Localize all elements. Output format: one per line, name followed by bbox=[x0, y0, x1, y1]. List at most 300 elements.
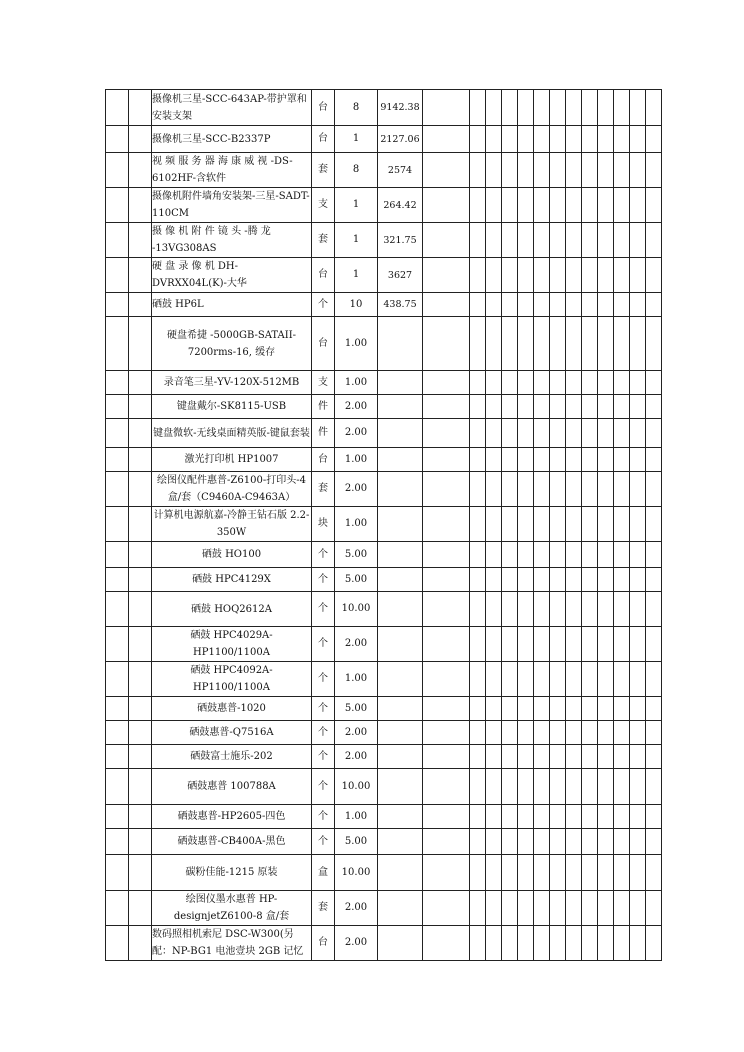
empty-cell bbox=[598, 317, 614, 371]
quantity-cell: 10 bbox=[335, 293, 378, 317]
item-name-cell: 硒鼓惠普-Q7516A bbox=[152, 721, 312, 745]
item-name-cell: 数码照相机索尼 DSC-W300(另配：NP-BG1 电池壹块 2GB 记忆 bbox=[152, 926, 312, 961]
amount-cell bbox=[423, 317, 470, 371]
empty-cell bbox=[566, 126, 582, 153]
empty-cell bbox=[550, 153, 566, 188]
code-cell bbox=[129, 627, 152, 662]
index-cell bbox=[106, 395, 129, 419]
unit-cell: 套 bbox=[312, 223, 335, 258]
index-cell bbox=[106, 891, 129, 926]
empty-cell bbox=[646, 419, 662, 448]
empty-cell bbox=[646, 891, 662, 926]
quantity-cell: 2.00 bbox=[335, 926, 378, 961]
item-name-cell: 绘图仪配件惠普-Z6100-打印头-4 盒/套（C9460A-C9463A） bbox=[152, 472, 312, 507]
empty-cell bbox=[614, 472, 630, 507]
empty-cell bbox=[630, 507, 646, 542]
empty-cell bbox=[614, 90, 630, 126]
item-name-cell: 硒鼓惠普 100788A bbox=[152, 769, 312, 805]
empty-cell bbox=[486, 188, 502, 223]
empty-cell bbox=[630, 721, 646, 745]
empty-cell bbox=[470, 395, 486, 419]
code-cell bbox=[129, 662, 152, 697]
table-row bbox=[106, 805, 662, 829]
empty-cell bbox=[550, 419, 566, 448]
empty-cell bbox=[534, 745, 550, 769]
item-name-cell: 摄 像 机 附 件 镜 头 -腾 龙 -13VG308AS bbox=[152, 223, 312, 258]
empty-cell bbox=[582, 542, 598, 568]
empty-cell bbox=[518, 568, 534, 592]
code-cell bbox=[129, 395, 152, 419]
empty-cell bbox=[582, 805, 598, 829]
empty-cell bbox=[550, 223, 566, 258]
table-row bbox=[106, 592, 662, 627]
empty-cell bbox=[486, 829, 502, 855]
empty-cell bbox=[502, 745, 518, 769]
empty-cell bbox=[630, 258, 646, 293]
table-row bbox=[106, 926, 662, 961]
empty-cell bbox=[518, 745, 534, 769]
table-row bbox=[106, 745, 662, 769]
empty-cell bbox=[486, 592, 502, 627]
empty-cell bbox=[470, 805, 486, 829]
price-cell bbox=[378, 448, 423, 472]
empty-cell bbox=[550, 258, 566, 293]
empty-cell bbox=[630, 293, 646, 317]
code-cell bbox=[129, 371, 152, 395]
empty-cell bbox=[550, 293, 566, 317]
code-cell bbox=[129, 293, 152, 317]
table-row bbox=[106, 662, 662, 697]
empty-cell bbox=[470, 926, 486, 961]
unit-cell: 个 bbox=[312, 721, 335, 745]
empty-cell bbox=[614, 829, 630, 855]
empty-cell bbox=[566, 90, 582, 126]
table-row bbox=[106, 627, 662, 662]
empty-cell bbox=[534, 472, 550, 507]
price-cell bbox=[378, 662, 423, 697]
index-cell bbox=[106, 662, 129, 697]
empty-cell bbox=[614, 448, 630, 472]
table-row bbox=[106, 188, 662, 223]
empty-cell bbox=[470, 223, 486, 258]
empty-cell bbox=[566, 592, 582, 627]
empty-cell bbox=[534, 568, 550, 592]
index-cell bbox=[106, 745, 129, 769]
empty-cell bbox=[566, 805, 582, 829]
empty-cell bbox=[470, 419, 486, 448]
empty-cell bbox=[518, 188, 534, 223]
price-cell bbox=[378, 371, 423, 395]
amount-cell bbox=[423, 769, 470, 805]
empty-cell bbox=[534, 855, 550, 891]
empty-cell bbox=[502, 662, 518, 697]
empty-cell bbox=[550, 745, 566, 769]
empty-cell bbox=[502, 371, 518, 395]
empty-cell bbox=[550, 829, 566, 855]
empty-cell bbox=[582, 891, 598, 926]
index-cell bbox=[106, 769, 129, 805]
price-cell bbox=[378, 568, 423, 592]
empty-cell bbox=[486, 90, 502, 126]
empty-cell bbox=[646, 769, 662, 805]
empty-cell bbox=[470, 448, 486, 472]
empty-cell bbox=[566, 371, 582, 395]
empty-cell bbox=[470, 542, 486, 568]
empty-cell bbox=[502, 805, 518, 829]
table-row bbox=[106, 126, 662, 153]
quantity-cell: 1 bbox=[335, 258, 378, 293]
unit-cell: 块 bbox=[312, 507, 335, 542]
empty-cell bbox=[582, 90, 598, 126]
empty-cell bbox=[470, 90, 486, 126]
empty-cell bbox=[502, 448, 518, 472]
unit-cell: 个 bbox=[312, 568, 335, 592]
index-cell bbox=[106, 697, 129, 721]
empty-cell bbox=[630, 805, 646, 829]
empty-cell bbox=[582, 448, 598, 472]
empty-cell bbox=[566, 188, 582, 223]
index-cell bbox=[106, 419, 129, 448]
item-name-cell: 硒鼓惠普-HP2605-四色 bbox=[152, 805, 312, 829]
code-cell bbox=[129, 448, 152, 472]
amount-cell bbox=[423, 371, 470, 395]
empty-cell bbox=[502, 153, 518, 188]
empty-cell bbox=[550, 697, 566, 721]
empty-cell bbox=[470, 697, 486, 721]
empty-cell bbox=[502, 855, 518, 891]
table-row bbox=[106, 317, 662, 371]
quantity-cell: 2.00 bbox=[335, 419, 378, 448]
empty-cell bbox=[518, 472, 534, 507]
empty-cell bbox=[614, 627, 630, 662]
empty-cell bbox=[502, 188, 518, 223]
empty-cell bbox=[598, 721, 614, 745]
empty-cell bbox=[486, 317, 502, 371]
empty-cell bbox=[534, 542, 550, 568]
empty-cell bbox=[614, 395, 630, 419]
index-cell bbox=[106, 448, 129, 472]
empty-cell bbox=[630, 472, 646, 507]
item-name-cell: 硬 盘 录 像 机 DH-DVRXX04L(K)-大华 bbox=[152, 258, 312, 293]
unit-cell: 个 bbox=[312, 542, 335, 568]
table-row bbox=[106, 769, 662, 805]
empty-cell bbox=[614, 891, 630, 926]
empty-cell bbox=[630, 371, 646, 395]
unit-cell: 个 bbox=[312, 697, 335, 721]
empty-cell bbox=[518, 721, 534, 745]
price-cell bbox=[378, 805, 423, 829]
empty-cell bbox=[518, 697, 534, 721]
empty-cell bbox=[486, 448, 502, 472]
table-row bbox=[106, 891, 662, 926]
inventory-table bbox=[105, 89, 662, 961]
empty-cell bbox=[582, 745, 598, 769]
code-cell bbox=[129, 568, 152, 592]
empty-cell bbox=[630, 419, 646, 448]
empty-cell bbox=[598, 745, 614, 769]
empty-cell bbox=[582, 592, 598, 627]
empty-cell bbox=[486, 419, 502, 448]
empty-cell bbox=[598, 891, 614, 926]
empty-cell bbox=[582, 568, 598, 592]
empty-cell bbox=[614, 745, 630, 769]
empty-cell bbox=[614, 153, 630, 188]
empty-cell bbox=[502, 721, 518, 745]
empty-cell bbox=[598, 627, 614, 662]
empty-cell bbox=[534, 829, 550, 855]
amount-cell bbox=[423, 721, 470, 745]
empty-cell bbox=[550, 395, 566, 419]
empty-cell bbox=[486, 627, 502, 662]
empty-cell bbox=[534, 293, 550, 317]
empty-cell bbox=[614, 769, 630, 805]
empty-cell bbox=[518, 126, 534, 153]
empty-cell bbox=[646, 926, 662, 961]
amount-cell bbox=[423, 891, 470, 926]
empty-cell bbox=[566, 317, 582, 371]
table-row bbox=[106, 419, 662, 448]
empty-cell bbox=[582, 258, 598, 293]
empty-cell bbox=[534, 126, 550, 153]
unit-cell: 支 bbox=[312, 371, 335, 395]
amount-cell bbox=[423, 448, 470, 472]
empty-cell bbox=[534, 317, 550, 371]
empty-cell bbox=[502, 568, 518, 592]
empty-cell bbox=[598, 697, 614, 721]
item-name-cell: 硒鼓惠普-1020 bbox=[152, 697, 312, 721]
empty-cell bbox=[630, 153, 646, 188]
empty-cell bbox=[582, 293, 598, 317]
quantity-cell: 2.00 bbox=[335, 745, 378, 769]
empty-cell bbox=[518, 829, 534, 855]
empty-cell bbox=[518, 223, 534, 258]
quantity-cell: 1.00 bbox=[335, 805, 378, 829]
empty-cell bbox=[630, 926, 646, 961]
empty-cell bbox=[614, 223, 630, 258]
empty-cell bbox=[646, 568, 662, 592]
empty-cell bbox=[534, 90, 550, 126]
code-cell bbox=[129, 805, 152, 829]
index-cell bbox=[106, 507, 129, 542]
empty-cell bbox=[502, 293, 518, 317]
empty-cell bbox=[598, 592, 614, 627]
unit-cell: 台 bbox=[312, 90, 335, 126]
empty-cell bbox=[630, 90, 646, 126]
empty-cell bbox=[646, 258, 662, 293]
amount-cell bbox=[423, 153, 470, 188]
empty-cell bbox=[582, 317, 598, 371]
empty-cell bbox=[614, 371, 630, 395]
empty-cell bbox=[566, 507, 582, 542]
empty-cell bbox=[598, 223, 614, 258]
empty-cell bbox=[646, 153, 662, 188]
empty-cell bbox=[646, 662, 662, 697]
empty-cell bbox=[630, 126, 646, 153]
empty-cell bbox=[566, 662, 582, 697]
empty-cell bbox=[502, 472, 518, 507]
empty-cell bbox=[470, 891, 486, 926]
empty-cell bbox=[534, 721, 550, 745]
empty-cell bbox=[470, 829, 486, 855]
empty-cell bbox=[566, 472, 582, 507]
empty-cell bbox=[534, 891, 550, 926]
empty-cell bbox=[598, 126, 614, 153]
code-cell bbox=[129, 419, 152, 448]
empty-cell bbox=[566, 697, 582, 721]
quantity-cell: 2.00 bbox=[335, 891, 378, 926]
empty-cell bbox=[598, 153, 614, 188]
empty-cell bbox=[470, 317, 486, 371]
item-name-cell: 激光打印机 HP1007 bbox=[152, 448, 312, 472]
amount-cell bbox=[423, 223, 470, 258]
quantity-cell: 5.00 bbox=[335, 568, 378, 592]
price-cell bbox=[378, 697, 423, 721]
empty-cell bbox=[550, 448, 566, 472]
table-row bbox=[106, 371, 662, 395]
empty-cell bbox=[486, 855, 502, 891]
empty-cell bbox=[646, 223, 662, 258]
empty-cell bbox=[518, 419, 534, 448]
empty-cell bbox=[646, 542, 662, 568]
empty-cell bbox=[614, 805, 630, 829]
code-cell bbox=[129, 697, 152, 721]
index-cell bbox=[106, 472, 129, 507]
item-name-cell: 硒鼓 HPC4092A-HP1100/1100A bbox=[152, 662, 312, 697]
empty-cell bbox=[486, 926, 502, 961]
empty-cell bbox=[598, 371, 614, 395]
unit-cell: 个 bbox=[312, 745, 335, 769]
quantity-cell: 1 bbox=[335, 126, 378, 153]
empty-cell bbox=[582, 223, 598, 258]
quantity-cell: 10.00 bbox=[335, 592, 378, 627]
item-name-cell: 录音笔三星-YV-120X-512MB bbox=[152, 371, 312, 395]
unit-cell: 台 bbox=[312, 448, 335, 472]
empty-cell bbox=[502, 769, 518, 805]
empty-cell bbox=[646, 126, 662, 153]
price-cell bbox=[378, 721, 423, 745]
quantity-cell: 1.00 bbox=[335, 448, 378, 472]
empty-cell bbox=[502, 419, 518, 448]
index-cell bbox=[106, 293, 129, 317]
empty-cell bbox=[502, 697, 518, 721]
empty-cell bbox=[470, 592, 486, 627]
empty-cell bbox=[486, 542, 502, 568]
empty-cell bbox=[502, 223, 518, 258]
amount-cell bbox=[423, 507, 470, 542]
index-cell bbox=[106, 126, 129, 153]
empty-cell bbox=[646, 395, 662, 419]
item-name-cell: 碳粉佳能-1215 原装 bbox=[152, 855, 312, 891]
code-cell bbox=[129, 542, 152, 568]
empty-cell bbox=[646, 627, 662, 662]
empty-cell bbox=[646, 472, 662, 507]
empty-cell bbox=[550, 855, 566, 891]
table-row bbox=[106, 448, 662, 472]
item-name-cell: 键盘微软-无线桌面精英版-键鼠套装 bbox=[152, 419, 312, 448]
price-cell: 321.75 bbox=[378, 223, 423, 258]
quantity-cell: 2.00 bbox=[335, 721, 378, 745]
index-cell bbox=[106, 371, 129, 395]
empty-cell bbox=[566, 721, 582, 745]
price-cell bbox=[378, 507, 423, 542]
empty-cell bbox=[566, 258, 582, 293]
empty-cell bbox=[614, 592, 630, 627]
empty-cell bbox=[582, 472, 598, 507]
item-name-cell: 计算机电源航嘉-冷静王钻石版 2.2-350W bbox=[152, 507, 312, 542]
item-name-cell: 视 频 服 务 器 海 康 威 视 -DS-6102HF-含软件 bbox=[152, 153, 312, 188]
empty-cell bbox=[614, 293, 630, 317]
empty-cell bbox=[630, 223, 646, 258]
empty-cell bbox=[598, 769, 614, 805]
empty-cell bbox=[614, 188, 630, 223]
empty-cell bbox=[614, 258, 630, 293]
item-name-cell: 摄像机三星-SCC-643AP-带护罩和安装支架 bbox=[152, 90, 312, 126]
empty-cell bbox=[598, 855, 614, 891]
table-row bbox=[106, 829, 662, 855]
item-name-cell: 硒鼓 HP6L bbox=[152, 293, 312, 317]
amount-cell bbox=[423, 126, 470, 153]
amount-cell bbox=[423, 419, 470, 448]
empty-cell bbox=[566, 829, 582, 855]
empty-cell bbox=[518, 371, 534, 395]
price-cell bbox=[378, 855, 423, 891]
empty-cell bbox=[486, 153, 502, 188]
empty-cell bbox=[518, 258, 534, 293]
empty-cell bbox=[470, 568, 486, 592]
code-cell bbox=[129, 891, 152, 926]
empty-cell bbox=[614, 568, 630, 592]
item-name-cell: 硒鼓 HPC4029A-HP1100/1100A bbox=[152, 627, 312, 662]
empty-cell bbox=[646, 855, 662, 891]
empty-cell bbox=[646, 317, 662, 371]
empty-cell bbox=[550, 507, 566, 542]
empty-cell bbox=[518, 769, 534, 805]
empty-cell bbox=[518, 891, 534, 926]
code-cell bbox=[129, 769, 152, 805]
empty-cell bbox=[518, 90, 534, 126]
index-cell bbox=[106, 829, 129, 855]
empty-cell bbox=[550, 188, 566, 223]
quantity-cell: 1.00 bbox=[335, 317, 378, 371]
empty-cell bbox=[486, 395, 502, 419]
code-cell bbox=[129, 126, 152, 153]
price-cell bbox=[378, 926, 423, 961]
index-cell bbox=[106, 592, 129, 627]
empty-cell bbox=[534, 592, 550, 627]
empty-cell bbox=[518, 855, 534, 891]
empty-cell bbox=[630, 891, 646, 926]
empty-cell bbox=[630, 395, 646, 419]
empty-cell bbox=[470, 126, 486, 153]
empty-cell bbox=[550, 891, 566, 926]
empty-cell bbox=[470, 662, 486, 697]
index-cell bbox=[106, 223, 129, 258]
amount-cell bbox=[423, 855, 470, 891]
empty-cell bbox=[550, 542, 566, 568]
empty-cell bbox=[582, 395, 598, 419]
price-cell bbox=[378, 419, 423, 448]
unit-cell: 件 bbox=[312, 419, 335, 448]
empty-cell bbox=[630, 829, 646, 855]
empty-cell bbox=[582, 829, 598, 855]
empty-cell bbox=[550, 90, 566, 126]
empty-cell bbox=[502, 395, 518, 419]
unit-cell: 个 bbox=[312, 662, 335, 697]
empty-cell bbox=[518, 317, 534, 371]
empty-cell bbox=[470, 769, 486, 805]
empty-cell bbox=[582, 507, 598, 542]
empty-cell bbox=[614, 662, 630, 697]
